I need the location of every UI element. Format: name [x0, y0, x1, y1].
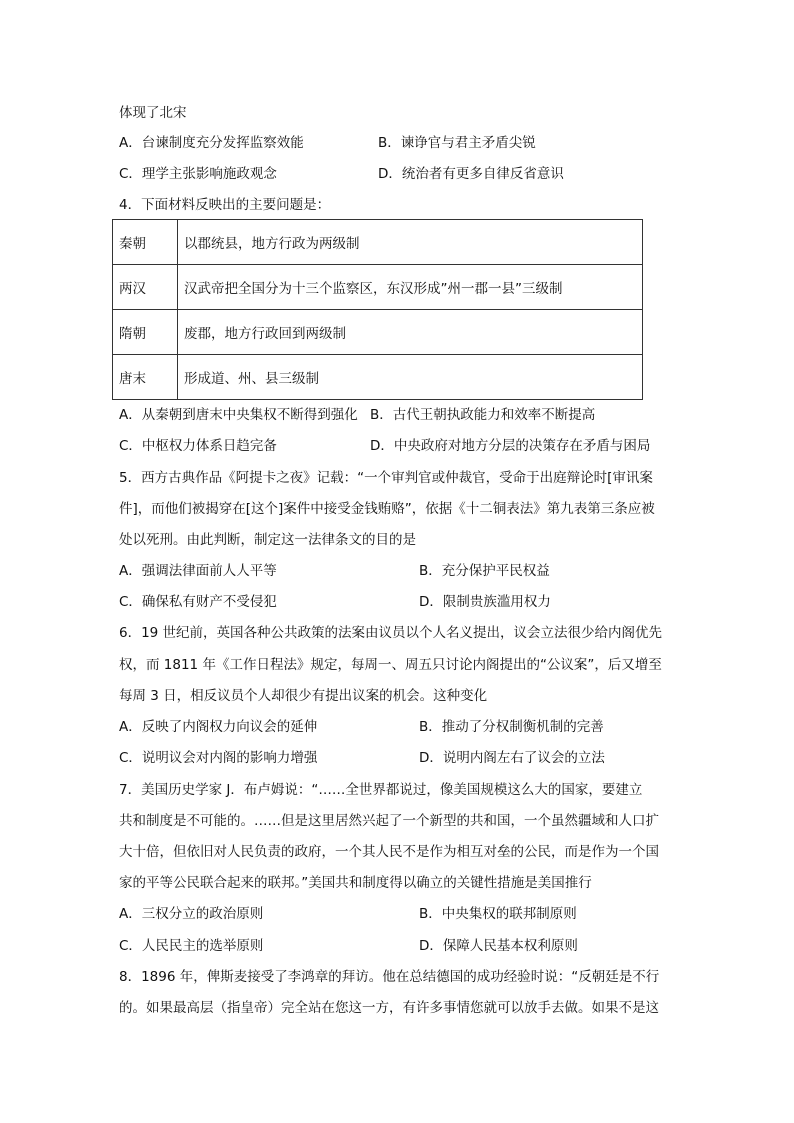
question-6-line-3: 每周 3 日，相反议员个人却很少有提出议案的机会。这种变化	[119, 688, 488, 704]
question-8-line-2: 的。如果最高层（指皇帝）完全站在您这一方，有许多事情您就可以放手去做。如果不是这	[119, 1000, 659, 1016]
question-7-line-4: 家的平等公民联合起来的联邦。”美国共和制度得以确立的关键性措施是美国推行	[119, 875, 592, 891]
question-6-line-1: 6．19 世纪前，英国各种公共政策的法案由议员以个人名义提出，议会立法很少给内阁优先	[119, 625, 663, 641]
q3-option-d: D．统治者有更多自律反省意识	[378, 166, 564, 182]
q4-option-a: A．从秦朝到唐末中央集权不断得到强化	[119, 407, 358, 423]
q3-option-a: A．台谏制度充分发挥监察效能	[119, 135, 304, 151]
q6-option-c: C．说明议会对内阁的影响力增强	[119, 750, 318, 766]
q7-option-c: C．人民民主的选举原则	[119, 938, 264, 954]
q7-option-b: B．中央集权的联邦制原则	[419, 906, 577, 922]
q5-option-d: D．限制贵族滥用权力	[419, 594, 551, 610]
q4-option-d: D．中央政府对地方分层的决策存在矛盾与困局	[370, 438, 651, 454]
question-3-stem-tail: 体现了北宋	[119, 105, 187, 121]
question-7-line-1: 7．美国历史学家 J．布卢姆说：“……全世界都说过，像美国规模这么大的国家，要建立	[119, 782, 643, 798]
question-5-line-3: 处以死刑。由此判断，制定这一法律条文的目的是	[119, 532, 416, 548]
question-8-line-1: 8．1896 年，俾斯麦接受了李鸿章的拜访。他在总结德国的成功经验时说：“反朝廷是不行	[119, 969, 660, 985]
q4-option-b: B．古代王朝执政能力和效率不断提高	[370, 407, 596, 423]
q6-option-b: B．推动了分权制衡机制的完善	[419, 719, 604, 735]
admin-cell: 废郡，地方行政回到两级制	[178, 310, 643, 355]
q7-option-d: D．保障人民基本权利原则	[419, 938, 578, 954]
question-5-line-1: 5．西方古典作品《阿提卡之夜》记载：“一个审判官或仲裁官，受命于出庭辩论时[审讯案	[119, 470, 653, 486]
q5-option-a: A．强调法律面前人人平等	[119, 563, 277, 579]
table-row	[113, 220, 643, 265]
table-row	[113, 265, 643, 310]
q3-option-b: B．谏诤官与君主矛盾尖锐	[378, 135, 536, 151]
q3-option-c: C．理学主张影响施政观念	[119, 166, 277, 182]
dynasty-cell: 秦朝	[113, 220, 178, 265]
q6-option-d: D．说明内阁左右了议会的立法	[419, 750, 605, 766]
q4-option-c: C．中枢权力体系日趋完备	[119, 438, 277, 454]
question-6-line-2: 权，而 1811 年《工作日程法》规定，每周一、周五只讨论内阁提出的“公议案”，后又增至	[119, 657, 662, 673]
admin-cell: 形成道、州、县三级制	[178, 355, 643, 400]
admin-cell: 汉武帝把全国分为十三个监察区，东汉形成”州一郡一县”三级制	[178, 265, 643, 310]
admin-cell: 以郡统县，地方行政为两级制	[178, 220, 643, 265]
dynasty-admin-table	[112, 219, 643, 400]
q7-option-a: A．三权分立的政治原则	[119, 906, 264, 922]
q5-option-b: B．充分保护平民权益	[419, 563, 550, 579]
dynasty-cell: 唐末	[113, 355, 178, 400]
q6-option-a: A．反映了内阁权力向议会的延伸	[119, 719, 318, 735]
question-5-line-2: 件]，而他们被揭穿在[这个]案件中接受金钱贿赂”，依据《十二铜表法》第九表第三条应被	[119, 501, 655, 517]
table-row	[113, 355, 643, 400]
dynasty-cell: 两汉	[113, 265, 178, 310]
question-7-line-2: 共和制度是不可能的。……但是这里居然兴起了一个新型的共和国，一个虽然疆域和人口扩	[119, 813, 659, 829]
question-7-line-3: 大十倍，但依旧对人民负责的政府，一个其人民不是作为相互对垒的公民，而是作为一个国	[119, 844, 659, 860]
question-4-stem: 4．下面材料反映出的主要问题是：	[119, 197, 331, 213]
dynasty-cell: 隋朝	[113, 310, 178, 355]
q5-option-c: C．确保私有财产不受侵犯	[119, 594, 277, 610]
table-row	[113, 310, 643, 355]
